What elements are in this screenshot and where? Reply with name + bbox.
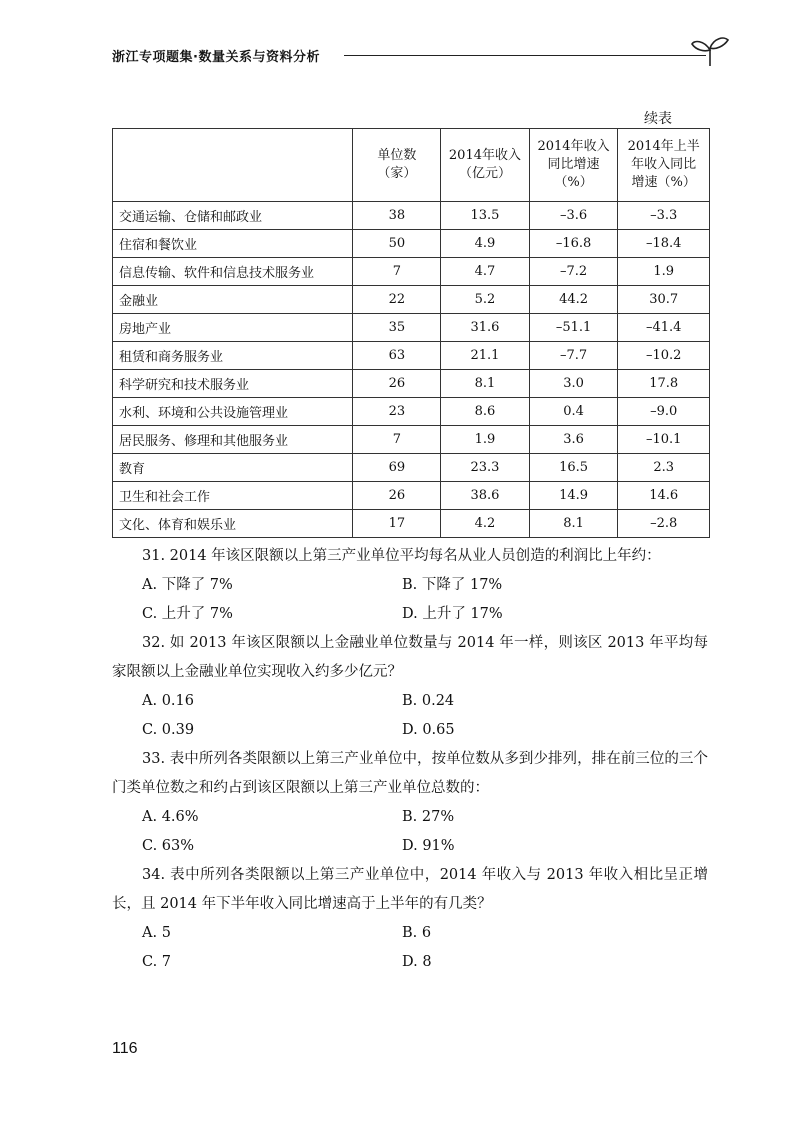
industry-name-cell: 水利、环境和公共设施管理业 <box>113 398 353 426</box>
value-cell: 4.9 <box>441 230 530 258</box>
value-cell: 14.9 <box>529 482 618 510</box>
value-cell: –7.7 <box>529 342 618 370</box>
value-cell: 5.2 <box>441 286 530 314</box>
industry-name-cell: 卫生和社会工作 <box>113 482 353 510</box>
question-stem: 34. 表中所列各类限额以上第三产业单位中，2014 年收入与 2013 年收入相比呈正增长，且 2014 年下半年收入同比增速高于上半年的有几类？ <box>112 867 708 912</box>
value-cell: 30.7 <box>618 286 710 314</box>
value-cell: 1.9 <box>441 426 530 454</box>
sprout-icon <box>690 34 730 68</box>
industry-name-cell: 租赁和商务服务业 <box>113 342 353 370</box>
answer-option: A. 0.16 <box>142 693 194 709</box>
table-row <box>113 454 710 482</box>
value-cell: –7.2 <box>529 258 618 286</box>
answer-option: B. 27% <box>402 809 455 825</box>
industry-name-cell: 教育 <box>113 454 353 482</box>
answer-option: C. 7 <box>142 954 172 970</box>
value-cell: 21.1 <box>441 342 530 370</box>
value-cell: 14.6 <box>618 482 710 510</box>
table-row <box>113 286 710 314</box>
table-row <box>113 202 710 230</box>
question-list <box>112 542 708 977</box>
value-cell: 17.8 <box>618 370 710 398</box>
question-stem: 31. 2014 年该区限额以上第三产业单位平均每名从业人员创造的利润比上年约： <box>142 548 661 564</box>
value-cell: 8.1 <box>441 370 530 398</box>
value-cell: 38.6 <box>441 482 530 510</box>
value-cell: –16.8 <box>529 230 618 258</box>
answer-option: A. 4.6% <box>142 809 199 825</box>
value-cell: 63 <box>353 342 441 370</box>
running-header <box>112 38 732 78</box>
option-row <box>112 716 708 745</box>
table-row <box>113 230 710 258</box>
question-block <box>112 629 708 745</box>
table-row <box>113 482 710 510</box>
industry-revenue-table <box>112 128 710 538</box>
value-cell: 4.2 <box>441 510 530 538</box>
value-cell: 1.9 <box>618 258 710 286</box>
value-cell: 0.4 <box>529 398 618 426</box>
value-cell: –3.3 <box>618 202 710 230</box>
value-cell: 8.1 <box>529 510 618 538</box>
answer-option: B. 下降了 17% <box>402 577 503 593</box>
table-row <box>113 258 710 286</box>
value-cell: 16.5 <box>529 454 618 482</box>
answer-option: B. 0.24 <box>402 693 455 709</box>
value-cell: 26 <box>353 482 441 510</box>
value-cell: 23 <box>353 398 441 426</box>
value-cell: –9.0 <box>618 398 710 426</box>
industry-name-cell: 交通运输、仓储和邮政业 <box>113 202 353 230</box>
value-cell: 4.7 <box>441 258 530 286</box>
table-header-cell: 2014年收入 （亿元） <box>441 129 530 202</box>
table-header-cell <box>113 129 353 202</box>
value-cell: 26 <box>353 370 441 398</box>
answer-option: B. 6 <box>402 925 432 941</box>
value-cell: 17 <box>353 510 441 538</box>
table-header-cell: 单位数 （家） <box>353 129 441 202</box>
table-body <box>113 202 710 538</box>
value-cell: 35 <box>353 314 441 342</box>
industry-name-cell: 金融业 <box>113 286 353 314</box>
question-block <box>112 745 708 861</box>
industry-name-cell: 文化、体育和娱乐业 <box>113 510 353 538</box>
value-cell: 7 <box>353 426 441 454</box>
question-block <box>112 861 708 977</box>
value-cell: 3.0 <box>529 370 618 398</box>
table-header-cell: 2014年收入 同比增速 （%） <box>529 129 618 202</box>
answer-option: A. 5 <box>142 925 171 941</box>
continued-table-label: 续表 <box>644 111 672 127</box>
page-number: 116 <box>112 1040 138 1057</box>
answer-option: D. 91% <box>402 838 455 854</box>
industry-name-cell: 信息传输、软件和信息技术服务业 <box>113 258 353 286</box>
option-row <box>112 600 708 629</box>
answer-option: C. 63% <box>142 838 195 854</box>
question-stem: 33. 表中所列各类限额以上第三产业单位中，按单位数从多到少排列，排在前三位的三个门类单位数之和约占到该区限额以上第三产业单位总数的： <box>112 751 708 796</box>
option-row <box>112 803 708 832</box>
value-cell: 69 <box>353 454 441 482</box>
value-cell: –18.4 <box>618 230 710 258</box>
answer-option: A. 下降了 7% <box>142 577 233 593</box>
table-row <box>113 398 710 426</box>
value-cell: 38 <box>353 202 441 230</box>
value-cell: 23.3 <box>441 454 530 482</box>
answer-option: D. 0.65 <box>402 722 455 738</box>
industry-name-cell: 科学研究和技术服务业 <box>113 370 353 398</box>
table-row <box>113 370 710 398</box>
table-row <box>113 510 710 538</box>
value-cell: 31.6 <box>441 314 530 342</box>
answer-option: C. 0.39 <box>142 722 195 738</box>
header-title: 浙江专项题集·数量关系与资料分析 <box>112 50 320 65</box>
table-header-row <box>113 129 710 202</box>
value-cell: –41.4 <box>618 314 710 342</box>
industry-name-cell: 居民服务、修理和其他服务业 <box>113 426 353 454</box>
value-cell: –51.1 <box>529 314 618 342</box>
option-row <box>112 687 708 716</box>
value-cell: 8.6 <box>441 398 530 426</box>
table-row <box>113 426 710 454</box>
value-cell: –10.1 <box>618 426 710 454</box>
answer-option: D. 8 <box>402 954 432 970</box>
value-cell: 50 <box>353 230 441 258</box>
table-header-cell: 2014年上半 年收入同比 增速（%） <box>618 129 710 202</box>
option-row <box>112 571 708 600</box>
question-stem: 32. 如 2013 年该区限额以上金融业单位数量与 2014 年一样，则该区 2013 年平均每家限额以上金融业单位实现收入约多少亿元？ <box>112 635 708 680</box>
answer-option: D. 上升了 17% <box>402 606 503 622</box>
industry-name-cell: 住宿和餐饮业 <box>113 230 353 258</box>
value-cell: –10.2 <box>618 342 710 370</box>
value-cell: 2.3 <box>618 454 710 482</box>
option-row <box>112 919 708 948</box>
option-row <box>112 832 708 861</box>
value-cell: 44.2 <box>529 286 618 314</box>
industry-name-cell: 房地产业 <box>113 314 353 342</box>
question-block <box>112 542 708 629</box>
value-cell: 22 <box>353 286 441 314</box>
value-cell: –2.8 <box>618 510 710 538</box>
header-rule <box>344 55 706 56</box>
table-row <box>113 342 710 370</box>
value-cell: 3.6 <box>529 426 618 454</box>
value-cell: 7 <box>353 258 441 286</box>
option-row <box>112 948 708 977</box>
value-cell: –3.6 <box>529 202 618 230</box>
table-row <box>113 314 710 342</box>
answer-option: C. 上升了 7% <box>142 606 233 622</box>
value-cell: 13.5 <box>441 202 530 230</box>
